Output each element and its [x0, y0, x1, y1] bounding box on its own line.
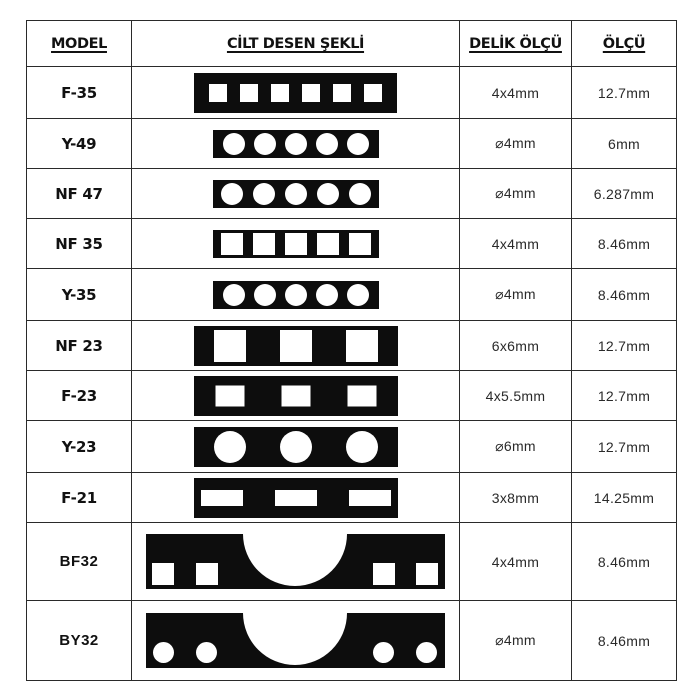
table-row: [27, 523, 677, 601]
size-cell: 12.7mm: [572, 321, 677, 371]
pattern-shape-cell: [132, 269, 460, 321]
size-cell: 12.7mm: [572, 371, 677, 421]
square-hole-pattern-icon: [194, 376, 398, 416]
header-row: [27, 21, 677, 67]
pattern-shape-cell: [132, 219, 460, 269]
model-cell: BF32: [27, 523, 132, 601]
table-row: [27, 119, 677, 169]
pattern-shape-cell: [132, 67, 460, 119]
model-cell: NF 47: [27, 169, 132, 219]
size-cell: 8.46mm: [572, 219, 677, 269]
header-shape: CİLT DESEN ŞEKLİ: [132, 21, 460, 67]
table-row: [27, 67, 677, 119]
table-row: [27, 219, 677, 269]
hole-size-cell: ⌀4mm: [460, 169, 572, 219]
hole-size-cell: 4x4mm: [460, 67, 572, 119]
table-row: [27, 269, 677, 321]
model-cell: NF 23: [27, 321, 132, 371]
round-hole-pattern-icon: [146, 613, 445, 668]
round-hole-pattern-icon: [194, 427, 398, 467]
square-hole-pattern-icon: [194, 73, 397, 113]
size-cell: 12.7mm: [572, 67, 677, 119]
model-cell: F-21: [27, 473, 132, 523]
size-cell: 8.46mm: [572, 601, 677, 681]
pattern-shape-cell: [132, 119, 460, 169]
size-cell: 8.46mm: [572, 523, 677, 601]
round-hole-pattern-icon: [213, 130, 379, 158]
hole-size-cell: 4x4mm: [460, 219, 572, 269]
model-cell: Y-49: [27, 119, 132, 169]
hole-size-cell: 4x5.5mm: [460, 371, 572, 421]
pattern-shape-cell: [132, 523, 460, 601]
hole-size-cell: 4x4mm: [460, 523, 572, 601]
table-body: [27, 67, 677, 681]
hole-size-cell: ⌀6mm: [460, 421, 572, 473]
table-row: [27, 371, 677, 421]
round-hole-pattern-icon: [213, 180, 379, 208]
hole-size-cell: ⌀4mm: [460, 269, 572, 321]
model-cell: Y-35: [27, 269, 132, 321]
size-cell: 6.287mm: [572, 169, 677, 219]
table-row: [27, 321, 677, 371]
header-hole-size: DELİK ÖLÇÜ: [460, 21, 572, 67]
square-hole-pattern-icon: [194, 326, 398, 366]
table-row: [27, 169, 677, 219]
size-cell: 6mm: [572, 119, 677, 169]
square-hole-pattern-icon: [146, 534, 445, 589]
model-cell: BY32: [27, 601, 132, 681]
model-cell: NF 35: [27, 219, 132, 269]
pattern-shape-cell: [132, 321, 460, 371]
header-model: MODEL: [27, 21, 132, 67]
binding-spec-table: [26, 20, 677, 681]
pattern-shape-cell: [132, 421, 460, 473]
pattern-shape-cell: [132, 169, 460, 219]
hole-size-cell: 6x6mm: [460, 321, 572, 371]
round-hole-pattern-icon: [213, 281, 379, 309]
header-size: ÖLÇÜ: [572, 21, 677, 67]
model-cell: Y-23: [27, 421, 132, 473]
model-cell: F-35: [27, 67, 132, 119]
table-row: [27, 421, 677, 473]
model-cell: F-23: [27, 371, 132, 421]
table-row: [27, 473, 677, 523]
table-row: [27, 601, 677, 681]
hole-size-cell: 3x8mm: [460, 473, 572, 523]
hole-size-cell: ⌀4mm: [460, 119, 572, 169]
pattern-shape-cell: [132, 473, 460, 523]
pattern-shape-cell: [132, 601, 460, 681]
size-cell: 12.7mm: [572, 421, 677, 473]
square-hole-pattern-icon: [213, 230, 379, 258]
square-hole-pattern-icon: [194, 478, 398, 518]
pattern-shape-cell: [132, 371, 460, 421]
size-cell: 8.46mm: [572, 269, 677, 321]
size-cell: 14.25mm: [572, 473, 677, 523]
hole-size-cell: ⌀4mm: [460, 601, 572, 681]
